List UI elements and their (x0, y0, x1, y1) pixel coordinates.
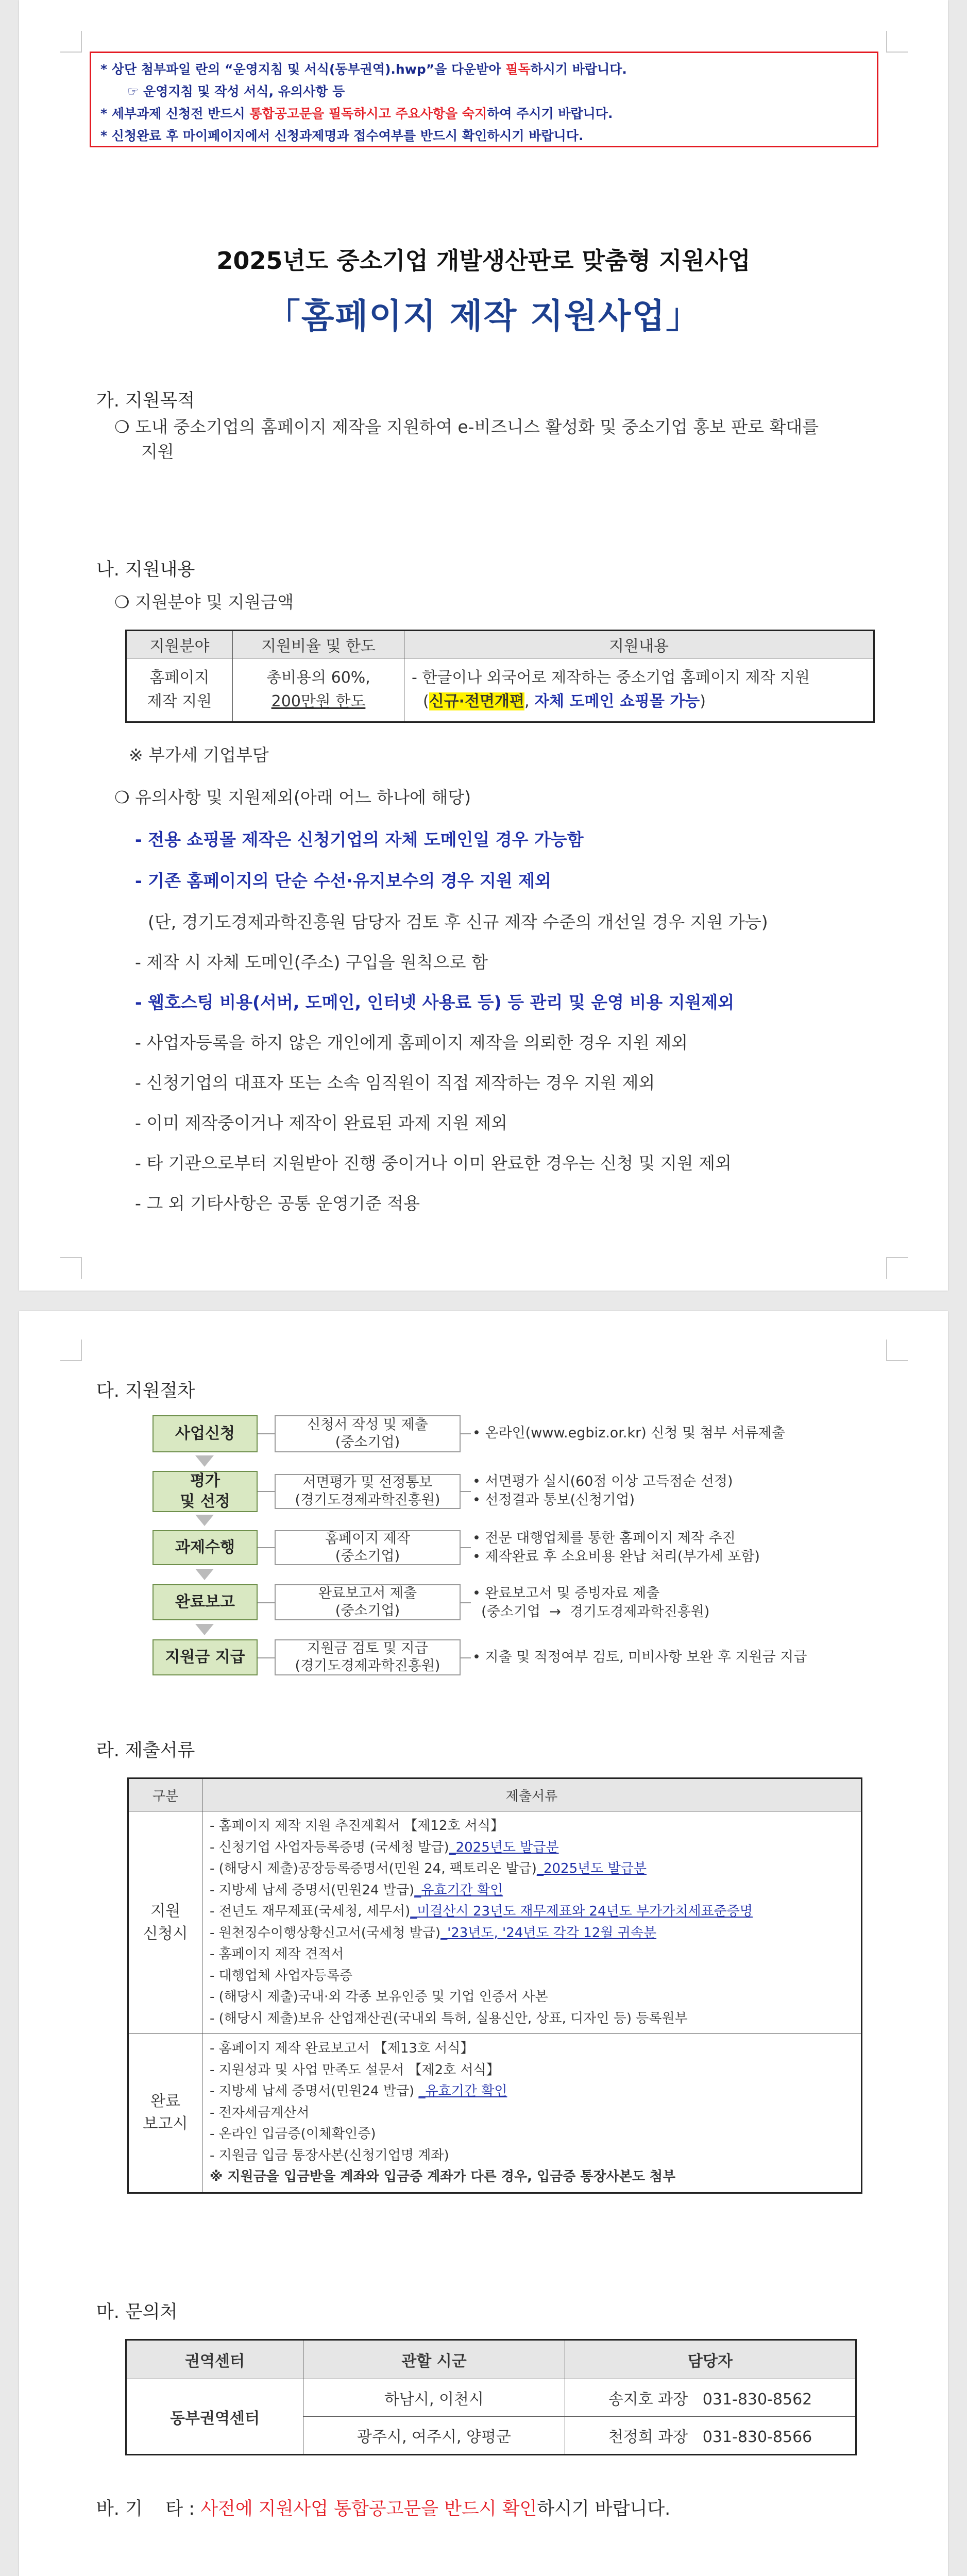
flow-desc-line: 지원금 검토 및 지급 (307, 1640, 428, 1656)
item-text: - 온라인 입금증(이체확인증) (210, 2126, 376, 2142)
notice-line (100, 103, 868, 125)
cell-line: - 한글이나 외국어로 제작하는 중소기업 홈페이지 제작 지원 (412, 669, 810, 687)
flow-step-desc (275, 1639, 461, 1675)
list-item (210, 1901, 854, 1923)
item-text: - 지방세 납세 증명서(민원24 발급) (210, 1882, 415, 1898)
flow-note-line: • 서면평가 실시(60점 이상 고득점순 선정) (472, 1473, 733, 1489)
table-header: 지원분야 (126, 631, 233, 658)
item-text: - 홈페이지 제작 견적서 (210, 1946, 344, 1962)
cell-line: 홈페이지 (149, 669, 210, 687)
item-note: _2025년도 발급분 (449, 1839, 559, 1855)
cell-text: ( (423, 692, 429, 710)
document-page-1 (19, 0, 948, 1291)
documents-table (127, 1777, 862, 2194)
flow-step (152, 1530, 258, 1565)
document-list (202, 1811, 862, 2034)
flow-step-label: 완료보고 (175, 1593, 235, 1611)
flow-step (152, 1639, 258, 1675)
section-heading: 나. 지원내용 (96, 560, 195, 580)
flow-note (472, 1648, 807, 1667)
contact-person: 송지호 과장 031-830-8562 (565, 2379, 856, 2417)
notice-item: - 기존 홈페이지의 단순 수선·유지보수의 경우 지원 제외 (135, 871, 551, 891)
table-header: 제출서류 (202, 1778, 862, 1811)
document-subtitle: 「홈페이지 제작 지원사업」 (266, 296, 701, 336)
item-text: - 전년도 재무제표(국세청, 세무서) (210, 1904, 411, 1919)
list-item (210, 1944, 854, 1965)
flow-note-line: • 제작완료 후 소요비용 완납 처리(부가세 포함) (472, 1549, 760, 1565)
list-item (210, 2081, 854, 2103)
list-item (210, 1816, 854, 1837)
flow-note (472, 1584, 709, 1621)
contact-center: 동부권역센터 (126, 2379, 303, 2455)
flow-connector (258, 1657, 275, 1658)
item-note: _유효기간 확인 (418, 2083, 507, 2099)
table-header: 권역센터 (126, 2340, 303, 2379)
cell-text-blue: 자체 도메인 쇼핑몰 가능 (534, 692, 700, 710)
flow-arrow-icon (195, 1455, 214, 1467)
flow-step (152, 1471, 258, 1512)
item-text: - 신청기업 사업자등록증명 (국세청 발급) (210, 1839, 449, 1855)
cell-line: 제작 지원 (147, 692, 212, 710)
table-row-label (128, 2034, 202, 2193)
footer-label: 바. 기 타 : (96, 2499, 201, 2519)
section-heading: 마. 문의처 (96, 2302, 178, 2323)
table-row-label (128, 1811, 202, 2034)
contact-area: 하남시, 이천시 (303, 2379, 565, 2417)
bullet-text: ❍ 도내 중소기업의 홈페이지 제작을 지원하여 e-비즈니스 활성화 및 중소기업 홍보 판로 확대를 (114, 417, 819, 437)
notice-line: * 신청완료 후 마이페이지에서 신청과제명과 접수여부를 반드시 확인하시기 바랍니다. (100, 128, 584, 143)
notice-item: - 전용 쇼핑몰 제작은 신청기업의 자체 도메인일 경우 가능함 (135, 829, 584, 850)
section-heading: 라. 제출서류 (96, 1740, 195, 1761)
item-text: - 전자세금계산서 (210, 2105, 310, 2121)
support-table (125, 630, 875, 723)
notice-text-red: 통합공고문을 필독하시고 주요사항을 숙지 (249, 106, 487, 121)
flow-desc-line: (중소기업) (335, 1548, 400, 1564)
flow-desc-line: (중소기업) (335, 1434, 400, 1450)
cell-line: 200만원 한도 (271, 692, 366, 710)
section-heading: 다. 지원절차 (96, 1381, 195, 1401)
item-text: - (해당시 제출)보유 산업재산권(국내외 특허, 실용신안, 상표, 디자인 등) 등록원부 (210, 2010, 688, 2026)
notice-line: ☞ 운영지침 및 작성 서식, 유의사항 등 (127, 84, 345, 99)
flow-connector (258, 1547, 275, 1548)
flow-step-desc (275, 1474, 461, 1509)
footer-text-red: 사전에 지원사업 통합공고문을 반드시 확인 (200, 2499, 537, 2519)
contact-person: 천정희 과장 031-830-8566 (565, 2417, 856, 2455)
table-cell (233, 658, 404, 722)
bullet-text: ❍ 유의사항 및 지원제외(아래 어느 하나에 해당) (114, 787, 471, 807)
flow-step-label: 평가 (190, 1472, 220, 1490)
table-cell (404, 658, 874, 722)
list-item (210, 1880, 854, 1902)
item-note: _미결산시 23년도 재무제표와 24년도 부가가치세표준증명 (410, 1904, 753, 1919)
page-corner-mark (886, 1257, 908, 1279)
cell-text-highlight: 신규·전면개편 (429, 692, 524, 710)
item-text: - 홈페이지 제작 완료보고서 【제13호 서식】 (210, 2041, 474, 2056)
page-corner-mark (60, 1340, 82, 1361)
flow-note-line: • 온라인(www.egbiz.or.kr) 신청 및 첨부 서류제출 (472, 1425, 785, 1441)
flow-desc-line: 서면평가 및 선정통보 (302, 1475, 433, 1490)
list-item (210, 2145, 854, 2167)
list-item (210, 1923, 854, 1944)
flow-note-line: • 선정결과 통보(신청기업) (472, 1492, 635, 1508)
notice-item: (단, 경기도경제과학진흥원 담당자 검토 후 신규 제작 수준의 개선일 경우 지원 가능) (148, 912, 768, 932)
notice-item: - 타 기관으로부터 지원받아 진행 중이거나 이미 완료한 경우는 신청 및 지원 제외 (135, 1153, 732, 1173)
flow-connector (258, 1491, 275, 1492)
flow-desc-line: (경기도경제과학진흥원) (295, 1492, 440, 1508)
item-text: - 대행업체 사업자등록증 (210, 1968, 353, 1984)
flow-arrow-icon (195, 1624, 214, 1635)
table-header: 담당자 (565, 2340, 856, 2379)
flow-connector (461, 1547, 471, 1548)
table-header: 지원비율 및 한도 (233, 631, 404, 658)
flow-desc-line: 홈페이지 제작 (325, 1531, 411, 1547)
flow-step-label: 사업신청 (175, 1425, 235, 1443)
label-line: 지원 (150, 1902, 180, 1920)
flow-step-desc (275, 1530, 461, 1565)
item-text: - 지방세 납세 증명서(민원24 발급) (210, 2083, 419, 2099)
list-item (210, 2124, 854, 2145)
section-heading: 가. 지원목적 (96, 391, 195, 411)
notice-text: * 세부과제 신청전 반드시 (100, 106, 250, 121)
flow-connector (258, 1433, 275, 1434)
flow-connector (461, 1491, 471, 1492)
document-list (202, 2034, 862, 2193)
cell-line: 총비용의 60%, (266, 669, 370, 687)
flow-note-line: • 완료보고서 및 증빙자료 제출 (472, 1585, 660, 1601)
flow-step-label: 지원금 지급 (165, 1648, 245, 1666)
notice-item: - 신청기업의 대표자 또는 소속 임직원이 직접 제작하는 경우 지원 제외 (135, 1073, 655, 1093)
item-note: _유효기간 확인 (414, 1882, 503, 1898)
flow-connector (461, 1433, 471, 1434)
flow-desc-line: (중소기업) (335, 1603, 400, 1619)
list-item (210, 1837, 854, 1859)
cell-line (412, 690, 873, 714)
page-corner-mark (886, 31, 908, 53)
notice-text-red: 필독 (505, 62, 531, 77)
flow-note (472, 1424, 785, 1443)
flow-desc-line: 신청서 작성 및 제출 (307, 1417, 428, 1433)
list-item (210, 2103, 854, 2124)
contact-table (125, 2339, 857, 2455)
flow-step-desc (275, 1584, 461, 1620)
flow-connector (461, 1657, 471, 1658)
notice-box (90, 52, 878, 147)
item-note: _'23년도, '24년도 각각 12월 귀속분 (440, 1925, 657, 1941)
list-note: ※ 지원금을 입금받을 계좌와 입금증 계좌가 다른 경우, 입금증 통장사본도 첨부 (210, 2169, 676, 2184)
notice-item: - 그 외 기타사항은 공통 운영기준 적용 (135, 1193, 420, 1213)
cell-text: , (524, 692, 535, 710)
list-item (210, 2008, 854, 2030)
flow-step (152, 1584, 258, 1620)
notice-text: 하여 주시기 바랍니다. (487, 106, 613, 121)
bullet-text: ❍ 지원분야 및 지원금액 (114, 592, 294, 612)
notice-text: * 상단 첨부파일 란의 “운영지침 및 서식(동부권역).hwp”을 다운받아 (100, 62, 506, 77)
label-line: 신청시 (143, 1924, 188, 1943)
contact-area: 광주시, 여주시, 양평군 (303, 2417, 565, 2455)
notice-line (100, 58, 868, 80)
table-header: 관할 시군 (303, 2340, 565, 2379)
vat-note: ※ 부가세 기업부담 (129, 745, 269, 765)
document-title: 2025년도 중소기업 개발생산판로 맞춤형 지원사업 (216, 247, 751, 275)
flow-note (472, 1472, 733, 1510)
flow-arrow-icon (195, 1569, 214, 1580)
flow-step (152, 1415, 258, 1452)
flow-arrow-icon (195, 1515, 214, 1526)
notice-item: - 이미 제작중이거나 제작이 완료된 과제 지원 제외 (135, 1113, 507, 1133)
item-text: - (해당시 제출)공장등록증명서(민원 24, 팩토리온 발급) (210, 1861, 537, 1876)
item-text: - (해당시 제출)국내·외 각종 보유인증 및 기업 인증서 사본 (210, 1989, 548, 2005)
item-text: - 원천징수이행상황신고서(국세청 발급) (210, 1925, 441, 1941)
footer-note (96, 2495, 670, 2520)
list-item (210, 2038, 854, 2060)
notice-item: - 웹호스팅 비용(서버, 도메인, 인터넷 사용료 등) 등 관리 및 운영 비용 지원제외 (135, 992, 735, 1012)
page-corner-mark (60, 31, 82, 53)
flow-desc-line: 완료보고서 제출 (318, 1585, 417, 1601)
flow-step-desc (275, 1415, 461, 1452)
list-item (210, 2060, 854, 2081)
item-text: - 지원성과 및 사업 만족도 설문서 【제2호 서식】 (210, 2062, 500, 2078)
table-header: 지원내용 (404, 631, 874, 658)
list-item (210, 1965, 854, 1987)
page-corner-mark (60, 1257, 82, 1279)
document-page-2 (19, 1311, 948, 2576)
table-header: 구분 (128, 1778, 202, 1811)
flow-desc-line: (경기도경제과학진흥원) (295, 1658, 440, 1674)
flow-connector (461, 1602, 471, 1603)
flow-connector (258, 1602, 275, 1603)
flow-note-line: (중소기업 → 경기도경제과학진흥원) (472, 1604, 710, 1620)
label-line: 완료 (150, 2092, 180, 2111)
list-item (210, 1858, 854, 1880)
list-item (210, 1987, 854, 2008)
notice-item: - 사업자등록을 하지 않은 개인에게 홈페이지 제작을 의뢰한 경우 지원 제외 (135, 1032, 688, 1053)
flow-note-line: • 전문 대행업체를 통한 홈페이지 제작 추진 (472, 1530, 736, 1546)
item-text: - 홈페이지 제작 지원 추진계획서 【제12호 서식】 (210, 1818, 504, 1834)
item-text: - 지원금 입금 통장사본(신청기업명 계좌) (210, 2147, 449, 2163)
flow-note-line: • 지출 및 적정여부 검토, 미비사항 보완 후 지원금 지급 (472, 1649, 807, 1665)
notice-text: 하시기 바랍니다. (530, 62, 627, 77)
page-corner-mark (886, 1340, 908, 1361)
item-note: _2025년도 발급분 (536, 1861, 647, 1876)
bullet-text-cont: 지원 (141, 442, 174, 462)
table-cell (126, 658, 233, 722)
flow-step-label: 과제수행 (175, 1538, 235, 1556)
label-line: 보고시 (143, 2115, 188, 2133)
footer-text: 하시기 바랍니다. (537, 2499, 671, 2519)
notice-item: - 제작 시 자체 도메인(주소) 구입을 원칙으로 함 (135, 952, 488, 972)
flow-note (472, 1529, 760, 1566)
cell-text: ) (700, 692, 706, 710)
flow-step-label: 및 선정 (180, 1493, 230, 1511)
